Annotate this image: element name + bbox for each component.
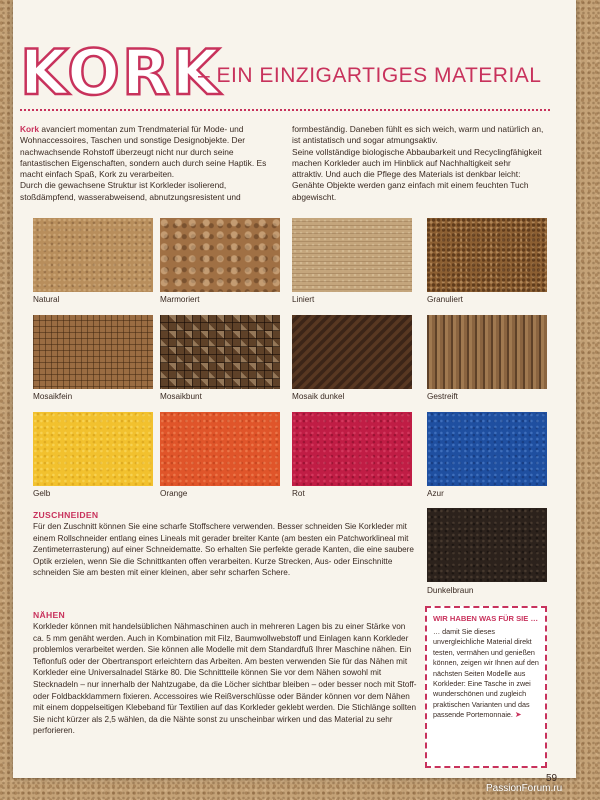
swatch-label-mosaik-dunkel: Mosaik dunkel [292, 392, 345, 401]
title-kork: KORK [20, 36, 222, 109]
swatch-dunkelbraun [427, 508, 547, 582]
title-subtitle: – EIN EINZIGARTIGES MATERIAL [198, 64, 542, 87]
page-number: 59 [546, 773, 558, 784]
swatch-marmoriert [160, 218, 280, 292]
swatch-label-gestreift: Gestreift [427, 392, 458, 401]
intro-paragraph-3: formbeständig. Daneben fühlt es sich weich, warm und natürlich an, ist antistatisch und sogar atmungsaktiv. [292, 124, 544, 146]
intro-paragraph-2: Durch die gewachsene Struktur ist Korkleder isolierend, stoßdämpfend, wasserabweisend, abnutzungsresistent und [20, 180, 241, 202]
swatch-rot [292, 412, 412, 486]
naehen-heading: NÄHEN [33, 610, 66, 620]
swatch-mosaik-dunkel [292, 315, 412, 389]
swatch-granuliert [427, 218, 547, 292]
swatch-gelb [33, 412, 153, 486]
swatch-label-marmoriert: Marmoriert [160, 295, 200, 304]
swatch-liniert [292, 218, 412, 292]
swatch-label-orange: Orange [160, 489, 188, 498]
swatch-label-gelb: Gelb [33, 489, 51, 498]
arrow-icon: ➤ [514, 710, 522, 720]
intro-lead-word: Kork [20, 124, 40, 134]
swatch-label-dunkelbraun: Dunkelbraun [427, 586, 474, 595]
note-text: … damit Sie dieses unvergleichliche Material direkt testen, verrnähen und genießen können, zeigen wir Ihnen auf den nächsten Seiten Modelle aus Korkleder: Eine Tasche in zwei wunderschönen und zugleich praktischen Varianten und das passende Portemonnaie. ➤ [433, 627, 539, 720]
title-row [20, 36, 550, 109]
swatch-natural [33, 218, 153, 292]
swatch-label-granuliert: Granuliert [427, 295, 463, 304]
note-box [425, 606, 547, 768]
site-watermark: PassionForum.ru [486, 783, 563, 794]
swatch-label-mosaikfein: Mosaikfein [33, 392, 73, 401]
swatch-label-liniert: Liniert [292, 295, 315, 304]
swatch-azur [427, 412, 547, 486]
intro-left-column [20, 124, 272, 203]
zuschneiden-text: Für den Zuschnitt können Sie eine scharfe Stoffschere verwenden. Besser schneiden Sie Korkleder mit einem Rollschneider entlang eines Lineals mit gerader breiter Kante (am besten ein Patchworklineal mit Zentimeterrasterung) auf einer Schneidematte. So erhalten Sie perfekte gerade Kanten, die eine saubere Optik erzielen, wenn Sie die Schnittkanten offen verarbeiten. Kurze Strecken, Aus- oder Einschnitte schneiden Sie am besten mit einer kleinen, aber sehr scharfen Schere. [33, 522, 414, 578]
swatch-orange [160, 412, 280, 486]
intro-paragraph-1: Kork avanciert momentan zum Trendmaterial für Mode- und Wohnaccessoires, Taschen und sonstige Designobjekte. Der nachwachsende Rohstoff überzeugt nicht nur durch seine fantastischen Eigenschaften, sondern auch durch seine Haptik. Es macht einfach Spaß, Kork zu verarbeiten. [20, 124, 267, 180]
naehen-text: Korkleder können mit handelsüblichen Nähmaschinen auch in mehreren Lagen bis zu einer Stärke von ca. 5 mm genäht werden. Auch in Kombination mit Filz, Baumwollwebstoff und Einlagen kann Korkleder problemlos verarbeitet werden. Sie können alle Modelle mit dem Standardfuß Ihrer Maschine nähen. Ein Teflonfuß oder der Obertransport erleichtern das Arbeiten. Am besten verwenden Sie für das Nähen mit Korkleder eine Universalnadel Stärke 80. Die Schnittteile können Sie vor dem Nähen sowohl mit Stecknadeln – nur innerhalb der Nahtzugabe, da die Löcher sichtbar bleiben – oder besser noch mit Stoff- oder Foldbackklammern fixieren. Accessoires wie Reißverschlüsse oder Bänder können vor dem Nähen mit einem doppelseitigen Klebeband für Textilien auf das Korkleder geklebt werden. Die Stichlänge sollten Sie nicht kürzer als 2,5 wählen, da die Nähte sonst zu unscheinbar wirken und das Material zu sehr perforieren. [33, 622, 417, 736]
swatch-label-rot: Rot [292, 489, 305, 498]
swatch-label-mosaikbunt: Mosaikbunt [160, 392, 202, 401]
intro-right-column [292, 124, 544, 203]
intro-paragraph-4: Seine vollständige biologische Abbaubarkeit und Recyclingfähigkeit machen Korkleder auch im Hinblick auf Nachhaltigkeit sehr attraktiv. Und auch die Pflege des Materials ist denkbar leicht: Genähte Objekte werden ganz einfach mit einem feuchten Tuch abgewischt. [292, 146, 542, 202]
zuschneiden-heading: ZUSCHNEIDEN [33, 510, 99, 520]
swatch-mosaikbunt [160, 315, 280, 389]
swatch-label-azur: Azur [427, 489, 444, 498]
note-heading: WIR HABEN WAS FÜR SIE … [433, 614, 539, 623]
swatch-gestreift [427, 315, 547, 389]
swatch-label-natural: Natural [33, 295, 60, 304]
dotted-divider [20, 109, 550, 111]
swatch-mosaikfein [33, 315, 153, 389]
